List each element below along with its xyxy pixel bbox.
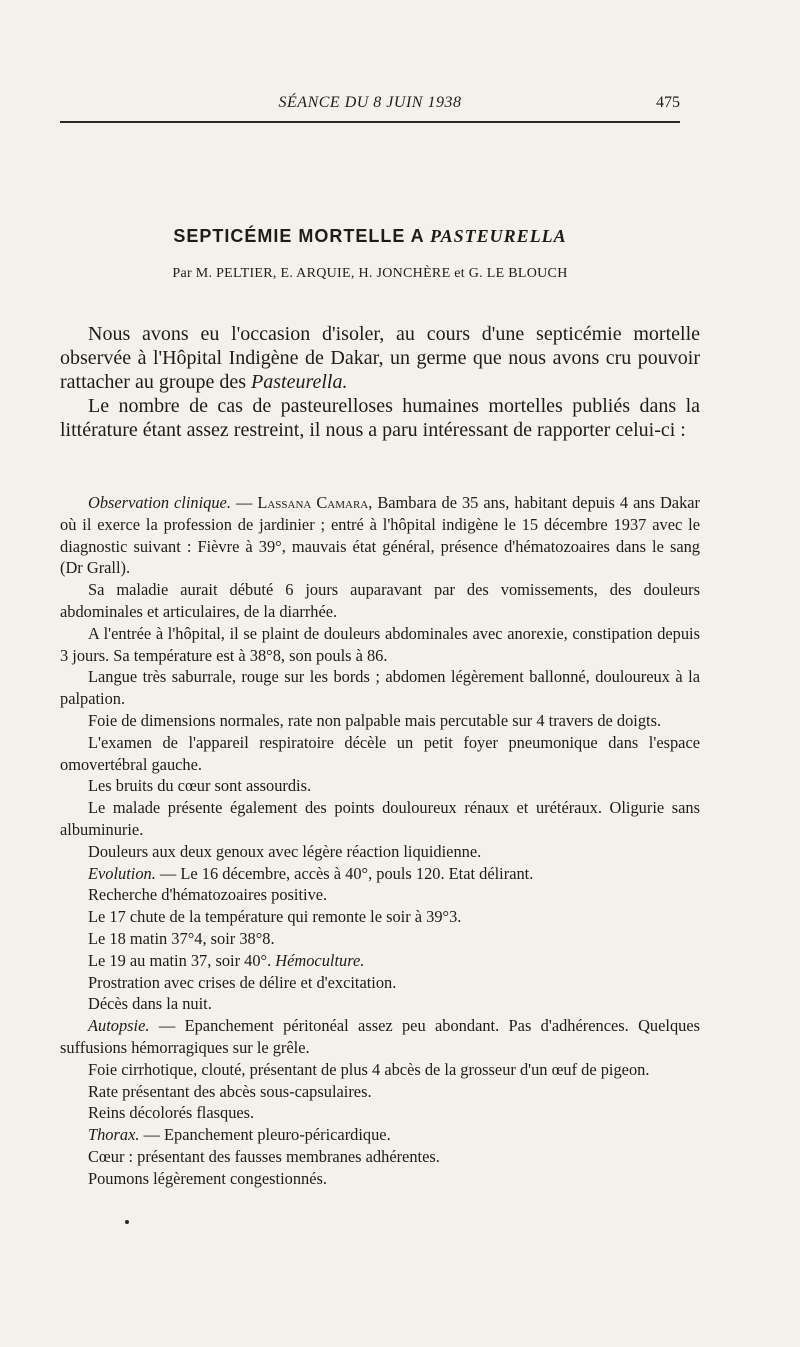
paragraph: Sa maladie aurait débuté 6 jours auparavant par des vomissements, des douleurs abdominales et articulaires, de la diarrhée.	[60, 580, 700, 621]
autopsy-paragraph	[60, 1015, 700, 1059]
paragraph: Cœur : présentant des fausses membranes adhérentes.	[88, 1146, 440, 1166]
hemoculture-paragraph	[60, 950, 700, 972]
paragraph: Reins décolorés flasques.	[88, 1103, 255, 1123]
paragraph: Poumons légèrement congestionnés.	[88, 1168, 327, 1188]
article-title-prefix: SEPTICÉMIE MORTELLE A	[173, 226, 430, 246]
paragraph: Foie cirrhotique, clouté, présentant de plus 4 abcès de la grosseur d'un œuf de pigeon.	[88, 1059, 650, 1079]
evolution-label: Evolution.	[88, 863, 156, 883]
evolution-paragraph	[60, 863, 700, 885]
thorax-text: — Epanchement pleuro-péricardique.	[139, 1125, 391, 1145]
p13-italic: Hémoculture.	[275, 950, 365, 970]
page-number: 475	[656, 94, 680, 111]
intro-section	[60, 322, 700, 442]
article-title	[60, 226, 680, 247]
observation-section	[60, 492, 700, 1190]
running-title: SÉANCE DU 8 JUIN 1938	[278, 94, 462, 111]
paragraph: Rate présentant des abcès sous-capsulaires.	[88, 1081, 372, 1101]
thorax-label: Thorax.	[88, 1125, 140, 1145]
header-rule	[60, 121, 680, 123]
paragraph: Foie de dimensions normales, rate non palpable mais percutable sur 4 travers de doigts.	[88, 710, 662, 730]
intro-paragraph-2: Le nombre de cas de pasteurelloses humaines mortelles publiés dans la littérature étant assez restreint, il nous a paru intéressant de rapporter celui-ci :	[60, 395, 700, 441]
evolution-text: — Le 16 décembre, accès à 40°, pouls 120. Etat délirant.	[155, 863, 534, 883]
intro-p1-text: Nous avons eu l'occasion d'isoler, au cours d'une septicémie mortelle observée à l'Hôpital Indigène de Dakar, un germe que nous avons cru pouvoir rattacher au groupe des	[60, 323, 700, 393]
paragraph: Les bruits du cœur sont assourdis.	[88, 776, 312, 796]
p13-text: Le 19 au matin 37, soir 40°.	[88, 950, 276, 970]
paragraph: Le 18 matin 37°4, soir 38°8.	[88, 928, 275, 948]
paragraph: Décès dans la nuit.	[88, 994, 212, 1014]
paragraph: Le 17 chute de la température qui remonte le soir à 39°3.	[88, 907, 462, 927]
paragraph: Prostration avec crises de délire et d'excitation.	[88, 972, 397, 992]
autopsy-text: — Epanchement péritonéal assez peu abondant. Pas d'adhérences. Quelques suffusions hémorragiques sur le grêle.	[60, 1016, 700, 1057]
observation-paragraph	[60, 492, 700, 579]
intro-paragraph-1	[60, 322, 700, 394]
running-head	[60, 94, 680, 116]
paragraph: Recherche d'hématozoaires positive.	[88, 885, 328, 905]
paragraph: A l'entrée à l'hôpital, il se plaint de douleurs abdominales avec anorexie, constipation depuis 3 jours. Sa température est à 38°8, son pouls à 86.	[60, 623, 700, 665]
paragraph: Le malade présente également des points douloureux rénaux et urétéraux. Oligurie sans albuminurie.	[60, 798, 700, 839]
patient-name: Lassana Camara	[257, 493, 369, 512]
paragraph: Douleurs aux deux genoux avec légère réaction liquidienne.	[88, 841, 482, 861]
authors-line: Par M. PELTIER, E. ARQUIE, H. JONCHÈRE et G. LE BLOUCH	[172, 266, 568, 281]
autopsy-label: Autopsie.	[88, 1016, 150, 1036]
observation-text: , Bambara de 35 ans, habitant depuis 4 ans Dakar où il exerce la profession de jardinier ; entré à l'hôpital indigène le 15 décembre 1937 avec le diagnostic suivant : Fièvre à 39°, mauvais état général, présence d'hématozoaires dans le sang (Dr Grall).	[60, 493, 700, 578]
article-title-italic: PASTEURELLA	[430, 226, 567, 246]
print-dot	[125, 1220, 129, 1224]
observation-label: Observation clinique.	[88, 493, 231, 512]
paragraph: L'examen de l'appareil respiratoire décèle un petit foyer pneumonique dans l'espace omovertébral gauche.	[60, 732, 700, 774]
intro-p1-italic: Pasteurella.	[251, 371, 348, 393]
observation-dash: —	[230, 493, 258, 512]
paragraph: Langue très saburrale, rouge sur les bords ; abdomen légèrement ballonné, douloureux à la palpation.	[60, 667, 700, 709]
thorax-paragraph	[60, 1124, 700, 1146]
